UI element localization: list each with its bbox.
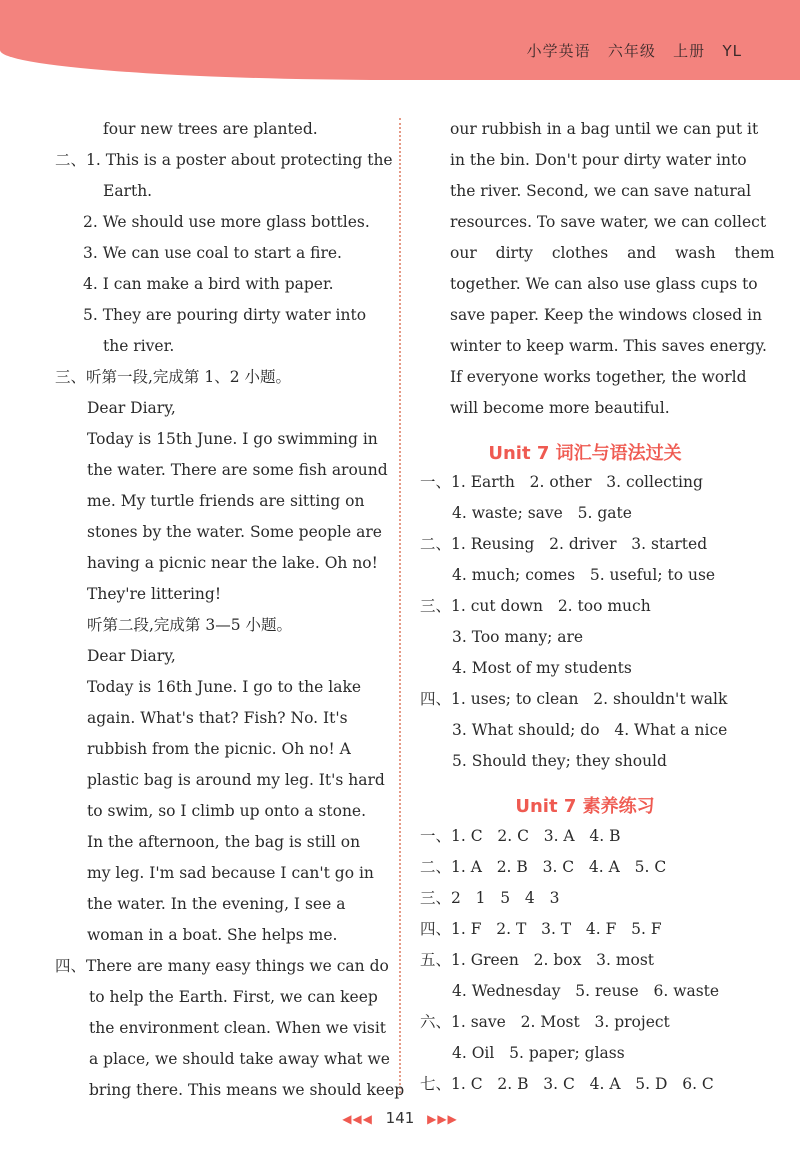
text-line: in the bin. Don't pour dirty water into — [450, 151, 747, 169]
text-line: having a picnic near the lake. Oh no! — [87, 554, 378, 572]
text-line: to swim, so I climb up onto a stone. — [87, 802, 367, 820]
text-line: the water. There are some fish around — [87, 461, 388, 479]
text-line: will become more beautiful. — [450, 399, 670, 417]
answer-line: 4. waste; save 5. gate — [452, 504, 632, 522]
text-line: resources. To save water, we can collect — [450, 213, 767, 231]
answer-line: 4. Most of my students — [452, 659, 632, 677]
text-line: Earth. — [103, 182, 153, 200]
text-line: Today is 16th June. I go to the lake — [87, 678, 362, 696]
text-line: 3. We can use coal to start a fire. — [83, 244, 342, 262]
answer-line: 七、1. C 2. B 3. C 4. A 5. D 6. C — [420, 1075, 714, 1093]
text-line: Dear Diary, — [87, 399, 176, 417]
section-title-unit7-vocab: Unit 7 词汇与语法过关 — [488, 443, 682, 464]
answer-line: 一、1. Earth 2. other 3. collecting — [420, 473, 703, 491]
text-line: bring there. This means we should keep — [89, 1081, 405, 1099]
text-line: winter to keep warm. This saves energy. — [450, 337, 767, 355]
answer-line: 5. Should they; they should — [452, 752, 667, 770]
text-line: 四、There are many easy things we can do — [55, 957, 389, 975]
text-line: 5. They are pouring dirty water into — [83, 306, 367, 324]
answer-line: 3. Too many; are — [452, 628, 584, 646]
answer-line: 一、1. C 2. C 3. A 4. B — [420, 827, 621, 845]
text-line: Today is 15th June. I go swimming in — [87, 430, 378, 448]
text-line: woman in a boat. She helps me. — [87, 926, 338, 944]
answer-line: 二、1. A 2. B 3. C 4. A 5. C — [420, 858, 667, 876]
answer-line: 4. much; comes 5. useful; to use — [452, 566, 716, 584]
text-line: the environment clean. When we visit — [89, 1019, 387, 1037]
answer-line: 三、2 1 5 4 3 — [420, 889, 560, 907]
answer-line: 二、1. Reusing 2. driver 3. started — [420, 535, 708, 553]
text-line: together. We can also use glass cups to — [450, 275, 758, 293]
text-line: our dirty clothes and wash them — [450, 244, 775, 262]
text-line: 2. We should use more glass bottles. — [83, 213, 370, 231]
text-line: 听第二段,完成第 3—5 小题。 — [87, 616, 293, 634]
answer-line: 六、1. save 2. Most 3. project — [420, 1013, 670, 1031]
text-line: again. What's that? Fish? No. It's — [87, 709, 348, 727]
answer-line: 四、1. F 2. T 3. T 4. F 5. F — [420, 920, 662, 938]
text-line: plastic bag is around my leg. It's hard — [87, 771, 385, 789]
text-line: rubbish from the picnic. Oh no! A — [87, 740, 351, 758]
text-line: 4. I can make a bird with paper. — [83, 275, 334, 293]
text-line: save paper. Keep the windows closed in — [450, 306, 763, 324]
answer-line: 三、1. cut down 2. too much — [420, 597, 651, 615]
text-line: the river. Second, we can save natural — [450, 182, 752, 200]
text-line: my leg. I'm sad because I can't go in — [87, 864, 374, 882]
text-line: a place, we should take away what we — [89, 1050, 390, 1068]
column-divider — [399, 118, 401, 1093]
prev-arrows-icon: ◀◀◀ — [342, 1112, 373, 1126]
answer-line: 4. Oil 5. paper; glass — [452, 1044, 625, 1062]
text-line: me. My turtle friends are sitting on — [87, 492, 365, 510]
book-title: 小学英语 六年级 上册 YL — [526, 42, 742, 60]
section-title-unit7-practice: Unit 7 素养练习 — [515, 796, 655, 817]
answer-line: 五、1. Green 2. box 3. most — [420, 951, 655, 969]
answer-line: 四、1. uses; to clean 2. shouldn't walk — [420, 690, 728, 708]
text-line: In the afternoon, the bag is still on — [87, 833, 361, 851]
text-line: the water. In the evening, I see a — [87, 895, 346, 913]
text-line: If everyone works together, the world — [450, 368, 747, 386]
text-line: 三、听第一段,完成第 1、2 小题。 — [55, 368, 292, 386]
text-line: four new trees are planted. — [103, 120, 318, 138]
answer-line: 3. What should; do 4. What a nice — [452, 721, 728, 739]
text-line: 二、1. This is a poster about protecting the — [55, 151, 393, 169]
text-line: the river. — [103, 337, 175, 355]
text-line: Dear Diary, — [87, 647, 176, 665]
text-line: to help the Earth. First, we can keep — [89, 988, 378, 1006]
text-line: They're littering! — [87, 585, 222, 603]
answer-line: 4. Wednesday 5. reuse 6. waste — [452, 982, 720, 1000]
text-line: stones by the water. Some people are — [87, 523, 382, 541]
page-number: 141 — [385, 1109, 415, 1127]
text-line: our rubbish in a bag until we can put it — [450, 120, 759, 138]
page-footer — [0, 1109, 800, 1127]
next-arrows-icon: ▶▶▶ — [427, 1112, 458, 1126]
